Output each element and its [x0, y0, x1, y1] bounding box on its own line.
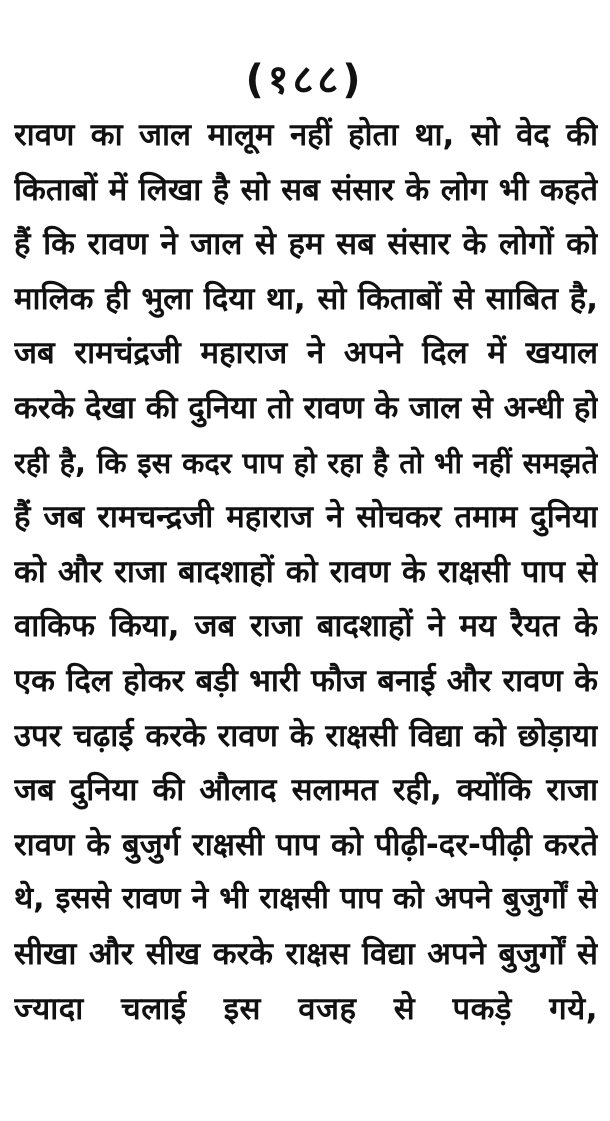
text-line: वाकिफ किया, जब राजा बादशाहों ने मय रैयत के [14, 608, 598, 645]
text-line: हैं कि रावण ने जाल से हम सब संसार के लोगों को [14, 226, 598, 263]
text-line: करके देखा की दुनिया तो रावण के जाल से अन्धी हो [14, 389, 598, 426]
text-line: मालिक ही भुला दिया था, सो किताबों से साबित है, [14, 280, 598, 317]
text-line: रावण के बुजुर्ग राक्षसी पाप को पीढ़ी-दर-पीढ़ी करते [14, 826, 598, 863]
text-line: उपर चढ़ाई करके रावण के राक्षसी विद्या को छोड़ाया [14, 717, 598, 754]
body-text [14, 108, 598, 1036]
page-number: (१८८) [245, 57, 365, 103]
text-line: ज्यादा चलाई इस वजह से पकड़े गये, [14, 990, 598, 1027]
text-line: जब रामचंद्रजी महाराज ने अपने दिल में खयाल [14, 335, 598, 372]
text-line: थे, इससे रावण ने भी राक्षसी पाप को अपने बुजुर्गों से [14, 881, 598, 917]
text-line: रही है, कि इस कदर पाप हो रहा है तो भी नहीं समझते [14, 445, 598, 480]
text-line: किताबों में लिखा है सो सब संसार के लोग भी कहते [14, 171, 598, 208]
text-line: सीखा और सीख करके राक्षस विद्या अपने बुजुर्गों से [14, 935, 598, 972]
text-line: एक दिल होकर बड़ी भारी फौज बनाई और रावण के [14, 662, 598, 699]
text-line: हैं जब रामचन्द्रजी महाराज ने सोचकर तमाम दुनिया [14, 499, 598, 536]
text-line: रावण का जाल मालूम नहीं होता था, सो वेद की [14, 117, 598, 153]
text-line: को और राजा बादशाहों को रावण के राक्षसी पाप से [14, 553, 598, 590]
text-line: जब दुनिया की औलाद सलामत रही, क्योंकि राजा [14, 772, 598, 809]
